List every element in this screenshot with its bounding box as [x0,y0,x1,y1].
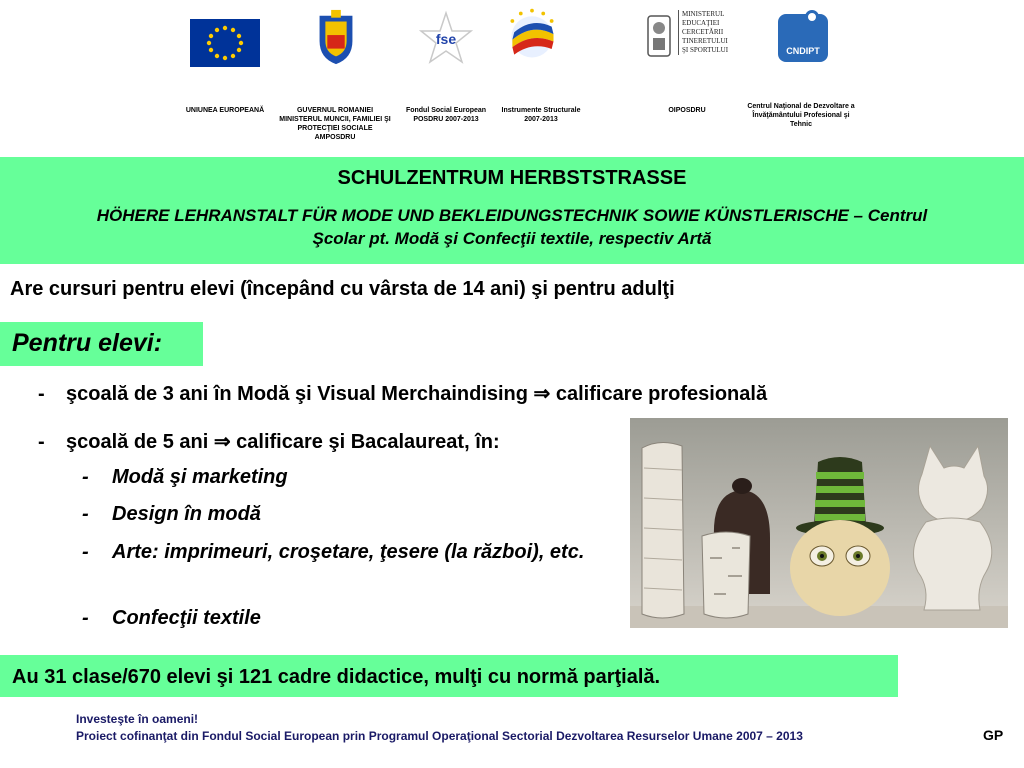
cndipt-logo-icon: CNDIPT [778,14,828,62]
svg-text:fse: fse [435,31,457,47]
ministry-logo-icon: MINISTERUL EDUCAŢIEI CERCETĂRII TINERETULUI ŞI SPORTULUI [644,8,736,66]
logo-caption-fse: Fondul Social European POSDRU 2007-2013 [405,107,487,123]
logo-caption-cndipt: Centrul Naţional de Dezvoltare a Învăţământului Profesional şi Tehnic [747,103,855,128]
list-item: - şcoală de 5 ani ⇒ calificare şi Bacalaureat, în: [38,431,500,453]
footer-slogan: Investeşte în oameni! [76,712,199,726]
fse-logo-icon [418,10,474,68]
structural-instruments-icon [499,6,565,64]
logo-caption-oiposdru: OIPOSDRU [668,107,706,114]
banner-subtitle: HÖHERE LEHRANSTALT FÜR MODE UND BEKLEIDUNGSTECHNIK SOWIE KÜNSTLERISCHE – Centrul Şcolar pt. Modă şi Confecţii textile, respectiv Artă [96,206,928,248]
logo-caption-structural: Instrumente Structurale 2007-2013 [501,107,581,123]
summary-text: Au 31 clase/670 elevi şi 121 cadre didactice, mulţi cu normă parţială. [12,666,661,688]
footer [76,711,803,745]
section-label: Pentru elevi: [12,329,163,357]
page-mark: GP [983,727,1004,743]
sub-list-item: - Modă şi marketing [82,466,288,488]
logo-caption-government: GUVERNUL ROMANIEI MINISTERUL MUNCII, FAMILIEI ŞI PROTECŢIEI SOCIALE AMPOSDRU [279,107,391,141]
school-banner [0,157,1024,264]
logo-caption-eu: UNIUNEA EUROPEANĂ [185,107,265,114]
sub-list-item: - Design în modă [82,503,261,525]
ceramics-photo [630,418,1008,628]
footer-project-note: Proiect cofinanţat din Fondul Social European prin Programul Operaţional Sectorial Dezvoltarea Resurselor Umane 2007 – 2013 [76,729,803,743]
eu-flag-icon [190,14,260,72]
romania-coat-of-arms-icon [313,8,359,66]
intro-text: Are cursuri pentru elevi (începând cu vârsta de 14 ani) şi pentru adulţi [10,278,675,300]
sub-list-item: - Confecţii textile [82,607,261,629]
sub-list-item: - Arte: imprimeuri, croşetare, ţesere (la război), etc. [82,541,585,563]
banner-title: SCHULZENTRUM HERBSTSTRASSE [337,167,687,189]
list-item: - şcoală de 3 ani în Modă şi Visual Merchaindising ⇒ calificare profesională [38,383,768,405]
